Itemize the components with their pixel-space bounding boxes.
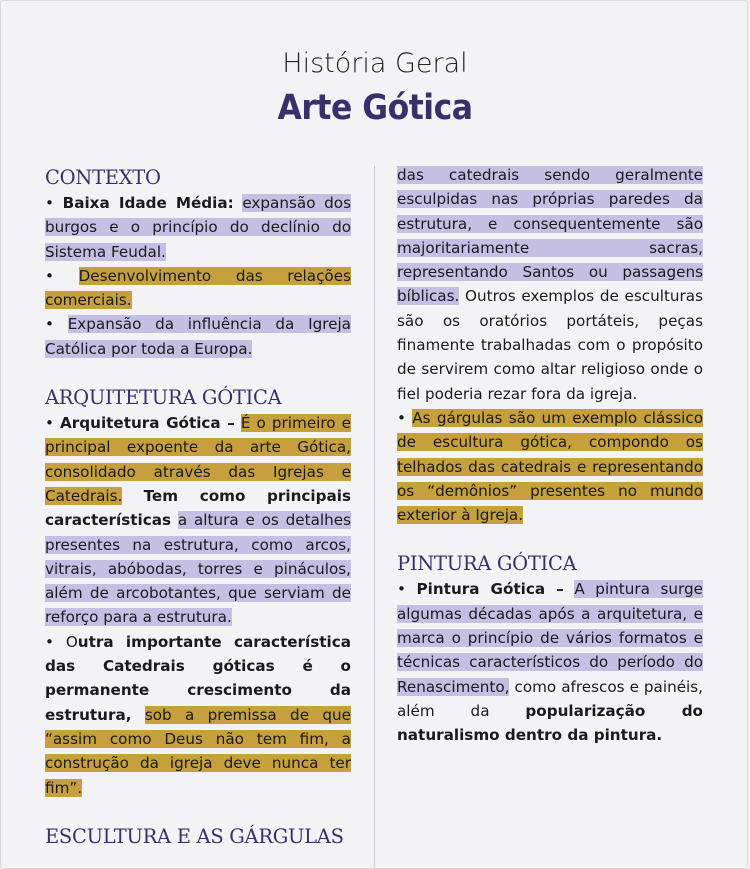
highlight-text: das catedrais sendo geralmente esculpidas nas próprias paredes da estrutura, e consequentemente são majoritariamente sacras, representando Santos ou passagens bíblicas. <box>397 166 703 306</box>
highlight-text: Desenvolvimento das relações comerciais. <box>45 266 351 310</box>
paragraph-crescimento: • Outra importante característica das Catedrais góticas é o permanente crescimento da estrutura, sob a premissa de que “assim como Deus não tem fim, a construção da igreja deve nunca ter fim”. <box>45 632 351 797</box>
highlight-text: É o primeiro e principal expoente da arte Gótica, consolidado através das Igrejas e Catedrais. <box>45 414 351 505</box>
plain-text: como afrescos e painéis, além da <box>397 677 703 720</box>
bullet-label: Pintura Gótica – <box>416 580 564 599</box>
highlight-text: A pintura surge algumas décadas após a arquitetura, e marca o princípio de vários formatos e técnicas característicos do período do Renascimento, <box>397 580 703 696</box>
bullet-igreja-catolica: • Expansão da influência da Igreja Católica por toda a Europa. <box>45 315 351 358</box>
highlight-text: expansão dos burgos e o princípio do declínio do Sistema Feudal. <box>45 194 351 261</box>
highlight-text: As gárgulas são um exemplo clássico de escultura gótica, compondo os telhados das catedrais e representando os “demônios” presentes no mundo exterior à Igreja. <box>397 408 703 525</box>
highlight-text: sob a premissa de que “assim como Deus não tem fim, a construção da igreja deve nunca ter fim”. <box>45 705 351 797</box>
highlight-text: Expansão da influência da Igreja Católica por toda a Europa. <box>45 315 351 358</box>
bullet-label: Arquitetura Gótica – <box>60 414 235 433</box>
bold-text: popularização do naturalismo dentro da pintura. <box>397 701 703 745</box>
bullet-label: Baixa Idade Média: <box>62 194 234 212</box>
plain-text: Outros exemplos de esculturas são os oratórios portáteis, peças finamente trabalhadas com o propósito de servirem como altar religioso onde o fiel poderia rezar fora da igreja. <box>397 287 703 403</box>
bullet-baixa-idade-media: • Baixa Idade Média: expansão dos burgos e o princípio do declínio do Sistema Feudal. <box>45 194 351 261</box>
bullet-relacoes-comerciais: • Desenvolvimento das relações comerciais. <box>45 266 351 310</box>
section-heading-escultura: ESCULTURA E AS GÁRGULAS <box>45 824 344 848</box>
right-column <box>397 163 703 748</box>
paragraph-esculturas <box>397 163 703 406</box>
highlight-text: a altura e os detalhes presentes na estrutura, como arcos, vitrais, abóbodas, torres e pináculos, além de arcobotantes, que serviam de reforço para a estrutura. <box>45 511 352 627</box>
page-title: Arte Gótica <box>277 88 473 128</box>
bullet-gargulas: • As gárgulas são um exemplo clássico de escultura gótica, compondo os telhados das catedrais e representando os “demônios” presentes no mundo exterior à Igreja. <box>397 408 703 525</box>
paragraph-arquitetura: • Arquitetura Gótica – É o primeiro e principal expoente da arte Gótica, consolidado através das Igrejas e Catedrais. Tem como principais características a altura e os detalhes presentes na estrutura, como arcos, vitrais, abóbodas, torres e pináculos, além de arcobotantes, que serviam de reforço para a estrutura. <box>45 414 352 627</box>
bold-text: utra importante característica das Catedrais góticas é o permanente crescimento da estrutura, <box>45 632 351 724</box>
left-column <box>45 165 351 850</box>
plain-text: O <box>65 632 78 651</box>
section-heading-contexto: CONTEXTO <box>45 166 161 189</box>
bold-text: Tem como principais características <box>45 486 351 530</box>
section-heading-arquitetura: ARQUITETURA GÓTICA <box>45 386 282 410</box>
section-heading-pintura: PINTURA GÓTICA <box>397 552 577 576</box>
column-divider <box>374 166 375 869</box>
paragraph-pintura: • Pintura Gótica – A pintura surge algumas décadas após a arquitetura, e marca o princípio de vários formatos e técnicas característicos do período do Renascimento, como afrescos e painéis, além da popularização do naturalismo dentro da pintura. <box>397 580 703 745</box>
subject-title: História Geral <box>282 48 468 79</box>
